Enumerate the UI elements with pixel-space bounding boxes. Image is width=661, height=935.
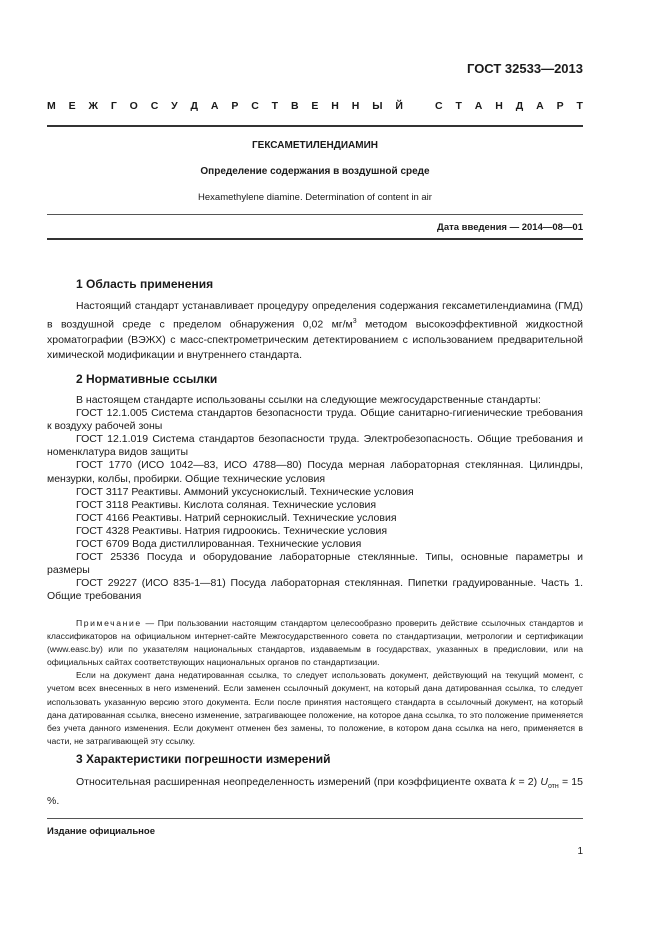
banner-letter: Ы xyxy=(372,100,383,112)
banner-letter: Ж xyxy=(88,100,98,112)
banner-letter: С xyxy=(150,100,159,112)
cubic-superscript: 3 xyxy=(352,318,357,325)
banner-letter: А xyxy=(210,100,219,112)
note-paragraph-2: Если на документ дана недатированная ссылка, то следует использовать документ, действующий на текущий момент, с учетом всех внесенных в него изменений. Если заменен ссылочный документ, на который дана датированная ссылка, то следует использовать указанную версию этого документа. Если после принятия настоящего стандарта в ссылочный документ, на который дана датированная ссылка, внесено изменение, затрагивающее положение, на которое дана ссылка, то это положение применяется без учета данного изменения. Если документ отменен без замены, то положение, в котором дана ссылка на него, применяется в части, не затрагивающей эту ссылку. xyxy=(47,670,583,746)
banner-letter: Г xyxy=(110,100,117,112)
section-1-text-part-a: Настоящий стандарт устанавливает процедуру определения содержания гексаметилендиамина (ГМД) в воздушной среде с пределом обнаружения 0,02 мг/м xyxy=(47,300,583,331)
banner-letter: Р xyxy=(231,100,239,112)
banner-letter: Т xyxy=(576,100,583,112)
banner-letter: О xyxy=(129,100,138,112)
banner-letter: Е xyxy=(311,100,319,112)
list-item: ГОСТ 3118 Реактивы. Кислота соляная. Технические условия xyxy=(76,498,377,511)
standard-title: ГЕКСАМЕТИЛЕНДИАМИН xyxy=(252,140,378,151)
banner-letter: Т xyxy=(271,100,279,112)
section-1-text xyxy=(47,299,583,363)
section-3-text xyxy=(47,775,583,809)
banner-letter: М xyxy=(47,100,56,112)
standard-type-banner xyxy=(47,100,583,112)
list-item: ГОСТ 3117 Реактивы. Аммоний уксуснокислый. Технические условия xyxy=(76,485,414,498)
title-rule xyxy=(47,214,583,215)
list-item: ГОСТ 29227 (ИСО 835-1—81) Посуда лабораторная стеклянная. Пипетки градуированные. Часть 1. Общие требования xyxy=(47,577,583,603)
section-2-heading: 2 Нормативные ссылки xyxy=(76,372,218,386)
banner-letter: В xyxy=(290,100,299,112)
banner-letter: Д xyxy=(190,100,199,112)
banner-letter: А xyxy=(474,100,483,112)
banner-letter: Т xyxy=(455,100,462,112)
header-rule xyxy=(47,125,583,127)
banner-letter: С xyxy=(251,100,259,112)
page-number: 1 xyxy=(577,846,583,857)
list-item: ГОСТ 12.1.019 Система стандартов безопасности труда. Электробезопасность. Общие требования и номенклатура видов защиты xyxy=(47,433,583,459)
banner-letter: У xyxy=(171,100,178,112)
banner-letter: Й xyxy=(395,100,403,112)
standard-subtitle: Определение содержания в воздушной среде xyxy=(200,166,430,177)
banner-letter: Д xyxy=(515,100,524,112)
gost-number: ГОСТ 32533—2013 xyxy=(467,61,583,76)
coverage-factor-symbol: k xyxy=(509,776,516,788)
standard-title-english: Hexamethylene diamine. Determination of content in air xyxy=(198,192,432,203)
uncertainty-symbol: U xyxy=(540,776,548,788)
official-edition-label: Издание официальное xyxy=(47,826,155,837)
list-item: ГОСТ 4328 Реактивы. Натрия гидроокись. Технические условия xyxy=(76,524,388,537)
section-3-text-part-b: = 2) xyxy=(515,776,541,788)
section-3-text-part-a: Относительная расширенная неопределенность измерений (при коэффициенте охвата xyxy=(76,776,510,788)
standart-word xyxy=(435,100,583,112)
mezhgosudarstvenny-word xyxy=(47,100,403,112)
introduction-date: Дата введения — 2014—08—01 xyxy=(437,222,583,233)
date-rule xyxy=(47,238,583,240)
note-label: Примечание xyxy=(76,618,142,628)
list-item: ГОСТ 12.1.005 Система стандартов безопасности труда. Общие санитарно-гигиенические требования к воздуху рабочей зоны xyxy=(47,407,583,433)
note-paragraph-1: При пользовании настоящим стандартом целесообразно проверить действие ссылочных стандартов и классификаторов на официальном интернет-сайте Межгосударственного совета по стандартизации, метрологии и сертификации (www.easc.by) или по указателям национальных стандартов, издаваемым в государствах, указанных в предисловии, или на официальных сайтах соответствующих национальных органов по стандартизации. xyxy=(47,618,584,668)
list-item: ГОСТ 1770 (ИСО 1042—83, ИСО 4788—80) Посуда мерная лабораторная стеклянная. Цилиндры, мензурки, колбы, пробирки. Общие технические условия xyxy=(47,459,583,485)
uncertainty-subscript: отн xyxy=(547,783,559,791)
list-item: ГОСТ 25336 Посуда и оборудование лабораторные стеклянные. Типы, основные параметры и размеры xyxy=(47,551,583,577)
banner-letter: С xyxy=(435,100,443,112)
section-1-text-part-b: методом высокоэффективной жидкостной хроматографии (ВЭЖХ) с масс-спектрометрическим детектированием с использованием предварительной химической модификации и внутреннего стандарта. xyxy=(47,318,584,361)
list-item: ГОСТ 6709 Вода дистиллированная. Технические условия xyxy=(76,538,362,551)
section-3-text-part-c: = 15 %. xyxy=(47,776,583,808)
section-3-heading: 3 Характеристики погрешности измерений xyxy=(76,752,331,766)
references-note xyxy=(47,617,583,748)
list-item: ГОСТ 4166 Реактивы. Натрий сернокислый. Технические условия xyxy=(76,511,397,524)
banner-letter: Н xyxy=(351,100,360,112)
banner-letter: Е xyxy=(68,100,76,112)
banner-letter: Р xyxy=(556,100,564,112)
note-dash: — xyxy=(141,618,158,628)
section-1-heading: 1 Область применения xyxy=(76,277,214,291)
normative-references-list xyxy=(47,394,583,604)
list-item: В настоящем стандарте использованы ссылки на следующие межгосударственные стандарты: xyxy=(76,394,541,406)
banner-letter: Н xyxy=(331,100,339,112)
banner-letter: А xyxy=(536,100,544,112)
banner-letter: Н xyxy=(495,100,503,112)
footer-rule xyxy=(47,818,583,819)
